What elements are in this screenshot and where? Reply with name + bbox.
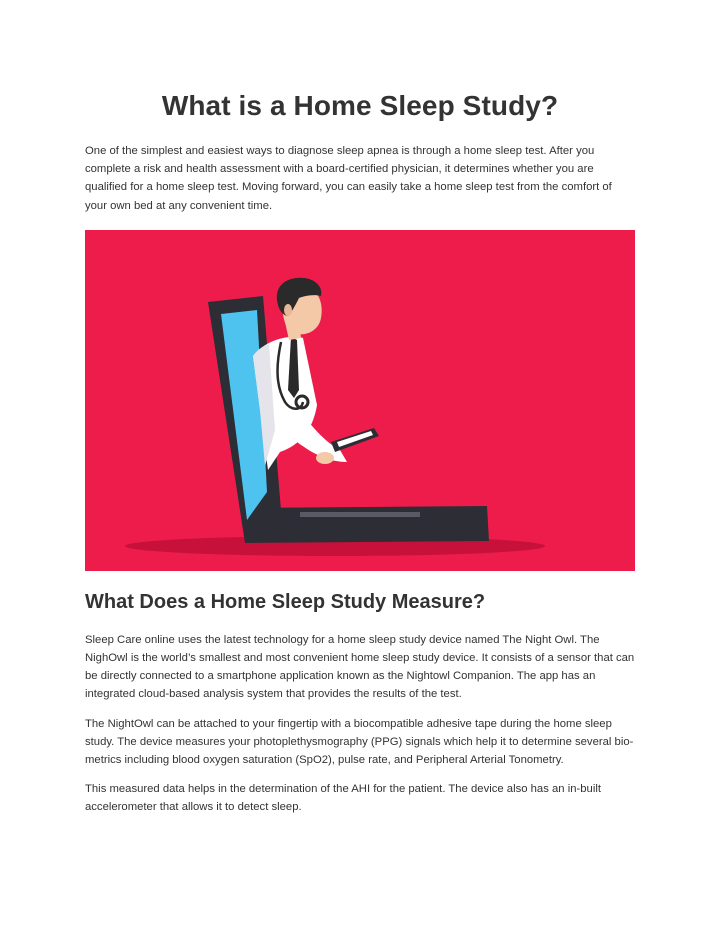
- section-paragraph-1: Sleep Care online uses the latest technology for a home sleep study device named The Night Owl. The NighOwl is the world’s smallest and most convenient home sleep study device. It consists of a sensor that can be directly connected to a smartphone application known as the Nightowl Companion. The app has an integrated cloud-based analysis system that provides the results of the test.: [85, 633, 635, 701]
- section-paragraph-3: This measured data helps in the determination of the AHI for the patient. The device also has an in-built accelerometer that allows it to detect sleep.: [85, 783, 601, 814]
- hero-illustration: [85, 230, 635, 571]
- doctor-hand: [316, 452, 334, 464]
- laptop-keyboard: [300, 512, 420, 517]
- section-heading: What Does a Home Sleep Study Measure?: [85, 590, 486, 613]
- section-paragraph-2: The NightOwl can be attached to your fingertip with a biocompatible adhesive tape during the home sleep study. The device measures your photoplethysmography (PPG) signals which help it to determine several bio-metrics including blood oxygen saturation (SpO2), pulse rate, and Peripheral Arterial Tonometry.: [85, 717, 634, 767]
- doctor-laptop-illustration: [85, 230, 635, 571]
- document-page: [85, 0, 635, 817]
- page-title: What is a Home Sleep Study?: [161, 90, 559, 121]
- doctor-ear: [284, 304, 292, 316]
- laptop-base: [245, 506, 489, 543]
- intro-paragraph: One of the simplest and easiest ways to diagnose sleep apnea is through a home sleep test. After you complete a risk and health assessment with a board-certified physician, it determines whether you are qualified for a home sleep test. Moving forward, you can easily take a home sleep test from the comfort of your own bed at any convenient time.: [85, 145, 612, 212]
